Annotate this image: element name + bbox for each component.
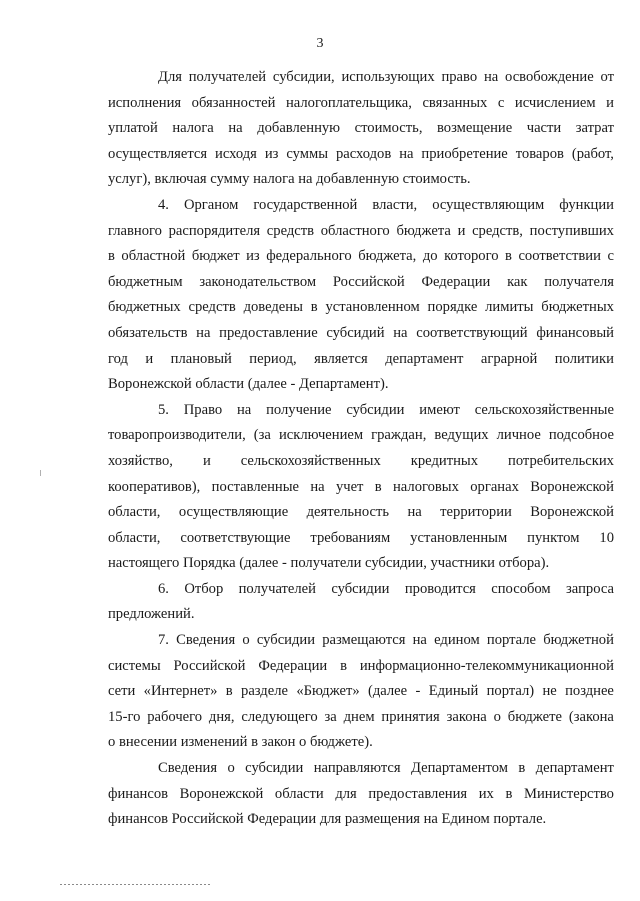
word: субсидии [245,760,304,777]
text-line [108,679,614,705]
word: проводится [404,580,476,597]
word: сельскохозяйственных [240,452,381,469]
word: осуществляющим [432,196,545,213]
word: Федерации [421,273,491,290]
word: Министерство [523,785,614,802]
text-line [108,193,614,219]
word: из [246,248,260,265]
word: финансовый [536,324,614,341]
word: на [412,632,427,649]
word: Для [158,69,182,85]
word: «Интернет» [143,683,218,700]
text-line [108,475,614,501]
word: областной [121,248,186,265]
word: на [236,401,252,418]
word: граждан, [371,427,427,444]
text-line [108,321,614,347]
word: Департаментом [410,760,508,777]
page-number: 3 [316,36,324,51]
word: субсидии, [272,69,335,85]
word: для [335,785,357,802]
word: расходов [335,145,392,162]
word: Воронежской [179,785,264,802]
word: бюджет [191,248,240,265]
word: департамент [535,760,614,777]
word: порядке [427,299,478,316]
word: в [374,478,382,495]
text-line [108,347,614,373]
word: в [518,760,526,777]
word: возмещение [437,120,513,137]
paragraph [108,398,614,577]
word: кооперативов), [108,478,201,495]
word: и [457,222,466,239]
word: направляются [313,760,401,777]
word: с [607,248,614,265]
word: и [145,350,154,367]
word: установленным [410,529,508,546]
text-line [108,270,614,296]
word: соответствующий [416,324,528,341]
word: период, [249,350,297,367]
word: следующего [241,708,318,725]
word: учет [335,478,364,495]
word: которого [444,248,499,265]
word: соответствии [518,248,601,265]
word: политики [554,350,614,367]
text-line [108,295,614,321]
word: на [310,478,325,495]
word: Российской [173,657,246,674]
text-line [108,500,614,526]
word: деятельность [306,504,389,521]
paragraph [108,577,614,628]
word: затрат [575,120,614,137]
word: исполнения [108,94,182,111]
word: субсидий [326,324,385,341]
word: на [399,145,414,162]
word: аграрной [480,350,538,367]
word: Воронежской [530,504,614,521]
word: обязанностей [191,94,276,111]
word: товаропроизводители, [108,427,246,444]
word: получателей [238,580,316,597]
text-line [108,244,614,270]
word: «Бюджет» [296,683,360,700]
word: областного [320,222,390,239]
word: с [497,94,505,111]
word: органах [470,478,519,495]
text-line [108,705,614,731]
word: имеют [419,401,460,418]
word: их [478,785,494,802]
word: на [196,324,211,341]
word: Право [183,401,223,418]
word: сети [108,683,136,700]
word: системы [108,657,161,674]
word: Федерации [258,657,328,674]
text-line: настоящего Порядка (далее - получатели субсидии, участники отбора). [108,555,550,572]
word: в [340,657,347,674]
word: обязательств [108,324,188,341]
text-line: предложений. [108,606,195,623]
word: разделе [241,683,288,700]
text-line [108,65,614,91]
word: 10 [599,529,614,546]
word: закона [446,708,487,725]
word: (за [253,427,271,444]
word: является [314,350,368,367]
word: от [600,69,614,85]
word: предоставления [368,785,468,802]
word: требованиям [310,529,391,546]
word: 5. [158,401,169,418]
word: бюджета [396,222,451,239]
word: субсидии [256,632,316,649]
word: потребительских [508,452,614,469]
word: осуществляется [108,145,208,162]
scan-artifact-left [40,470,41,476]
word: на [228,120,243,137]
word: средств [266,222,315,239]
word: лимиты [485,299,534,316]
text-line [108,142,614,168]
paragraph [108,193,614,398]
word: Сведения [158,760,218,777]
word: едином [434,632,480,649]
word: соответствующие [180,529,291,546]
word: части [526,120,562,137]
text-line [108,756,614,782]
word: принятия [381,708,440,725]
word: и [606,94,614,111]
word: пунктом [527,529,580,546]
document-body [108,65,614,833]
word: в [505,785,513,802]
word: запроса [566,580,614,597]
paragraph [108,628,614,756]
word: Единый [428,683,479,700]
word: власти, [372,196,418,213]
word: функции [559,196,614,213]
word: (закона [568,708,614,725]
text-line [108,91,614,117]
word: получателей [188,69,267,85]
word: о [242,632,250,649]
word: исключением [278,427,364,444]
text-line: услуг), включая сумму налога на добавленную стоимость. [108,171,471,188]
word: добавленную [257,120,341,137]
word: дня, [208,708,235,725]
word: за [324,708,337,725]
word: 4. [158,196,169,213]
word: субсидии [346,401,405,418]
word: бюджетных [541,299,614,316]
word: хозяйство, [108,452,173,469]
word: портал) [486,683,535,700]
paragraph [108,65,614,193]
word: департамент [385,350,464,367]
word: о [493,708,501,725]
text-line: финансов Российской Федерации для размещения на Едином портале. [108,811,547,828]
word: о [227,760,235,777]
word: осуществляющие [178,504,289,521]
paragraph [108,756,614,833]
word: территории [440,504,512,521]
text-line [108,423,614,449]
word: области, [108,504,161,521]
word: уплатой [108,120,158,137]
text-line [108,526,614,552]
word: получение [266,401,332,418]
word: - [415,683,421,700]
word: в [225,683,233,700]
word: до [422,248,438,265]
text-line [108,782,614,808]
word: позднее [565,683,614,700]
word: связанных [422,94,488,111]
word: на [393,324,408,341]
word: кредитных [410,452,478,469]
word: бюджетной [543,632,614,649]
text-line [108,219,614,245]
word: установленном [325,299,420,316]
word: средств, [472,222,523,239]
word: исчислением [514,94,596,111]
word: Отбор [184,580,224,597]
text-line [108,628,614,654]
word: 7. [158,632,169,649]
word: распорядителя [168,222,261,239]
word: исходя [215,145,257,162]
word: не [542,683,557,700]
word: (работ, [571,145,614,162]
word: налога [172,120,214,137]
word: Российской [332,273,405,290]
word: портале [486,632,537,649]
word: бюджета, [358,248,417,265]
word: бюджетным [108,273,183,290]
word: государственной [253,196,358,213]
word: освобождение [505,69,594,85]
word: (далее [367,683,408,700]
word: в [108,248,115,265]
word: днем [343,708,375,725]
word: налогоплательщика, [285,94,412,111]
text-line [108,398,614,424]
text-line [108,116,614,142]
text-line [108,577,614,603]
word: налоговых [393,478,459,495]
word: способом [491,580,551,597]
word: бюджетных [108,299,181,316]
word: товаров [515,145,564,162]
word: и [202,452,211,469]
word: сельскохозяйственные [474,401,614,418]
word: на [483,69,499,85]
scan-artifact-bottom [60,884,210,885]
word: в [505,248,512,265]
word: суммы [286,145,329,162]
word: поставленные [211,478,299,495]
word: на [407,504,422,521]
word: плановый [170,350,232,367]
word: федерального [266,248,352,265]
word: рабочего [147,708,203,725]
paragraph-list [108,65,614,833]
word: из [264,145,279,162]
word: области, [108,529,161,546]
text-line [108,449,614,475]
word: личное [496,427,541,444]
word: средств [188,299,236,316]
word: подсобное [548,427,614,444]
word: получателя [544,273,614,290]
word: 6. [158,580,169,597]
word: размещаются [322,632,406,649]
word: приобретение [421,145,508,162]
word: доведены [243,299,303,316]
text-line: о внесении изменений в закон о бюджете). [108,734,373,751]
word: бюджете [507,708,563,725]
text-line: Воронежской области (далее - Департамент). [108,376,389,393]
word: стоимость, [354,120,423,137]
word: предоставление [219,324,318,341]
word: финансов [108,785,169,802]
text-line [108,654,614,680]
word: Воронежской [530,478,614,495]
word: право [441,69,478,85]
word: области [274,785,324,802]
word: в [310,299,318,316]
word: Органом [183,196,239,213]
word: законодательством [199,273,317,290]
word: как [507,273,528,290]
word: поступивших [529,222,614,239]
word: год [108,350,128,367]
word: использующих [341,69,435,85]
word: субсидии [331,580,390,597]
word: 15-го [108,708,141,725]
word: Сведения [176,632,236,649]
word: ведущих [434,427,489,444]
word: главного [108,222,162,239]
word: информационно-телекоммуникационной [359,657,614,674]
